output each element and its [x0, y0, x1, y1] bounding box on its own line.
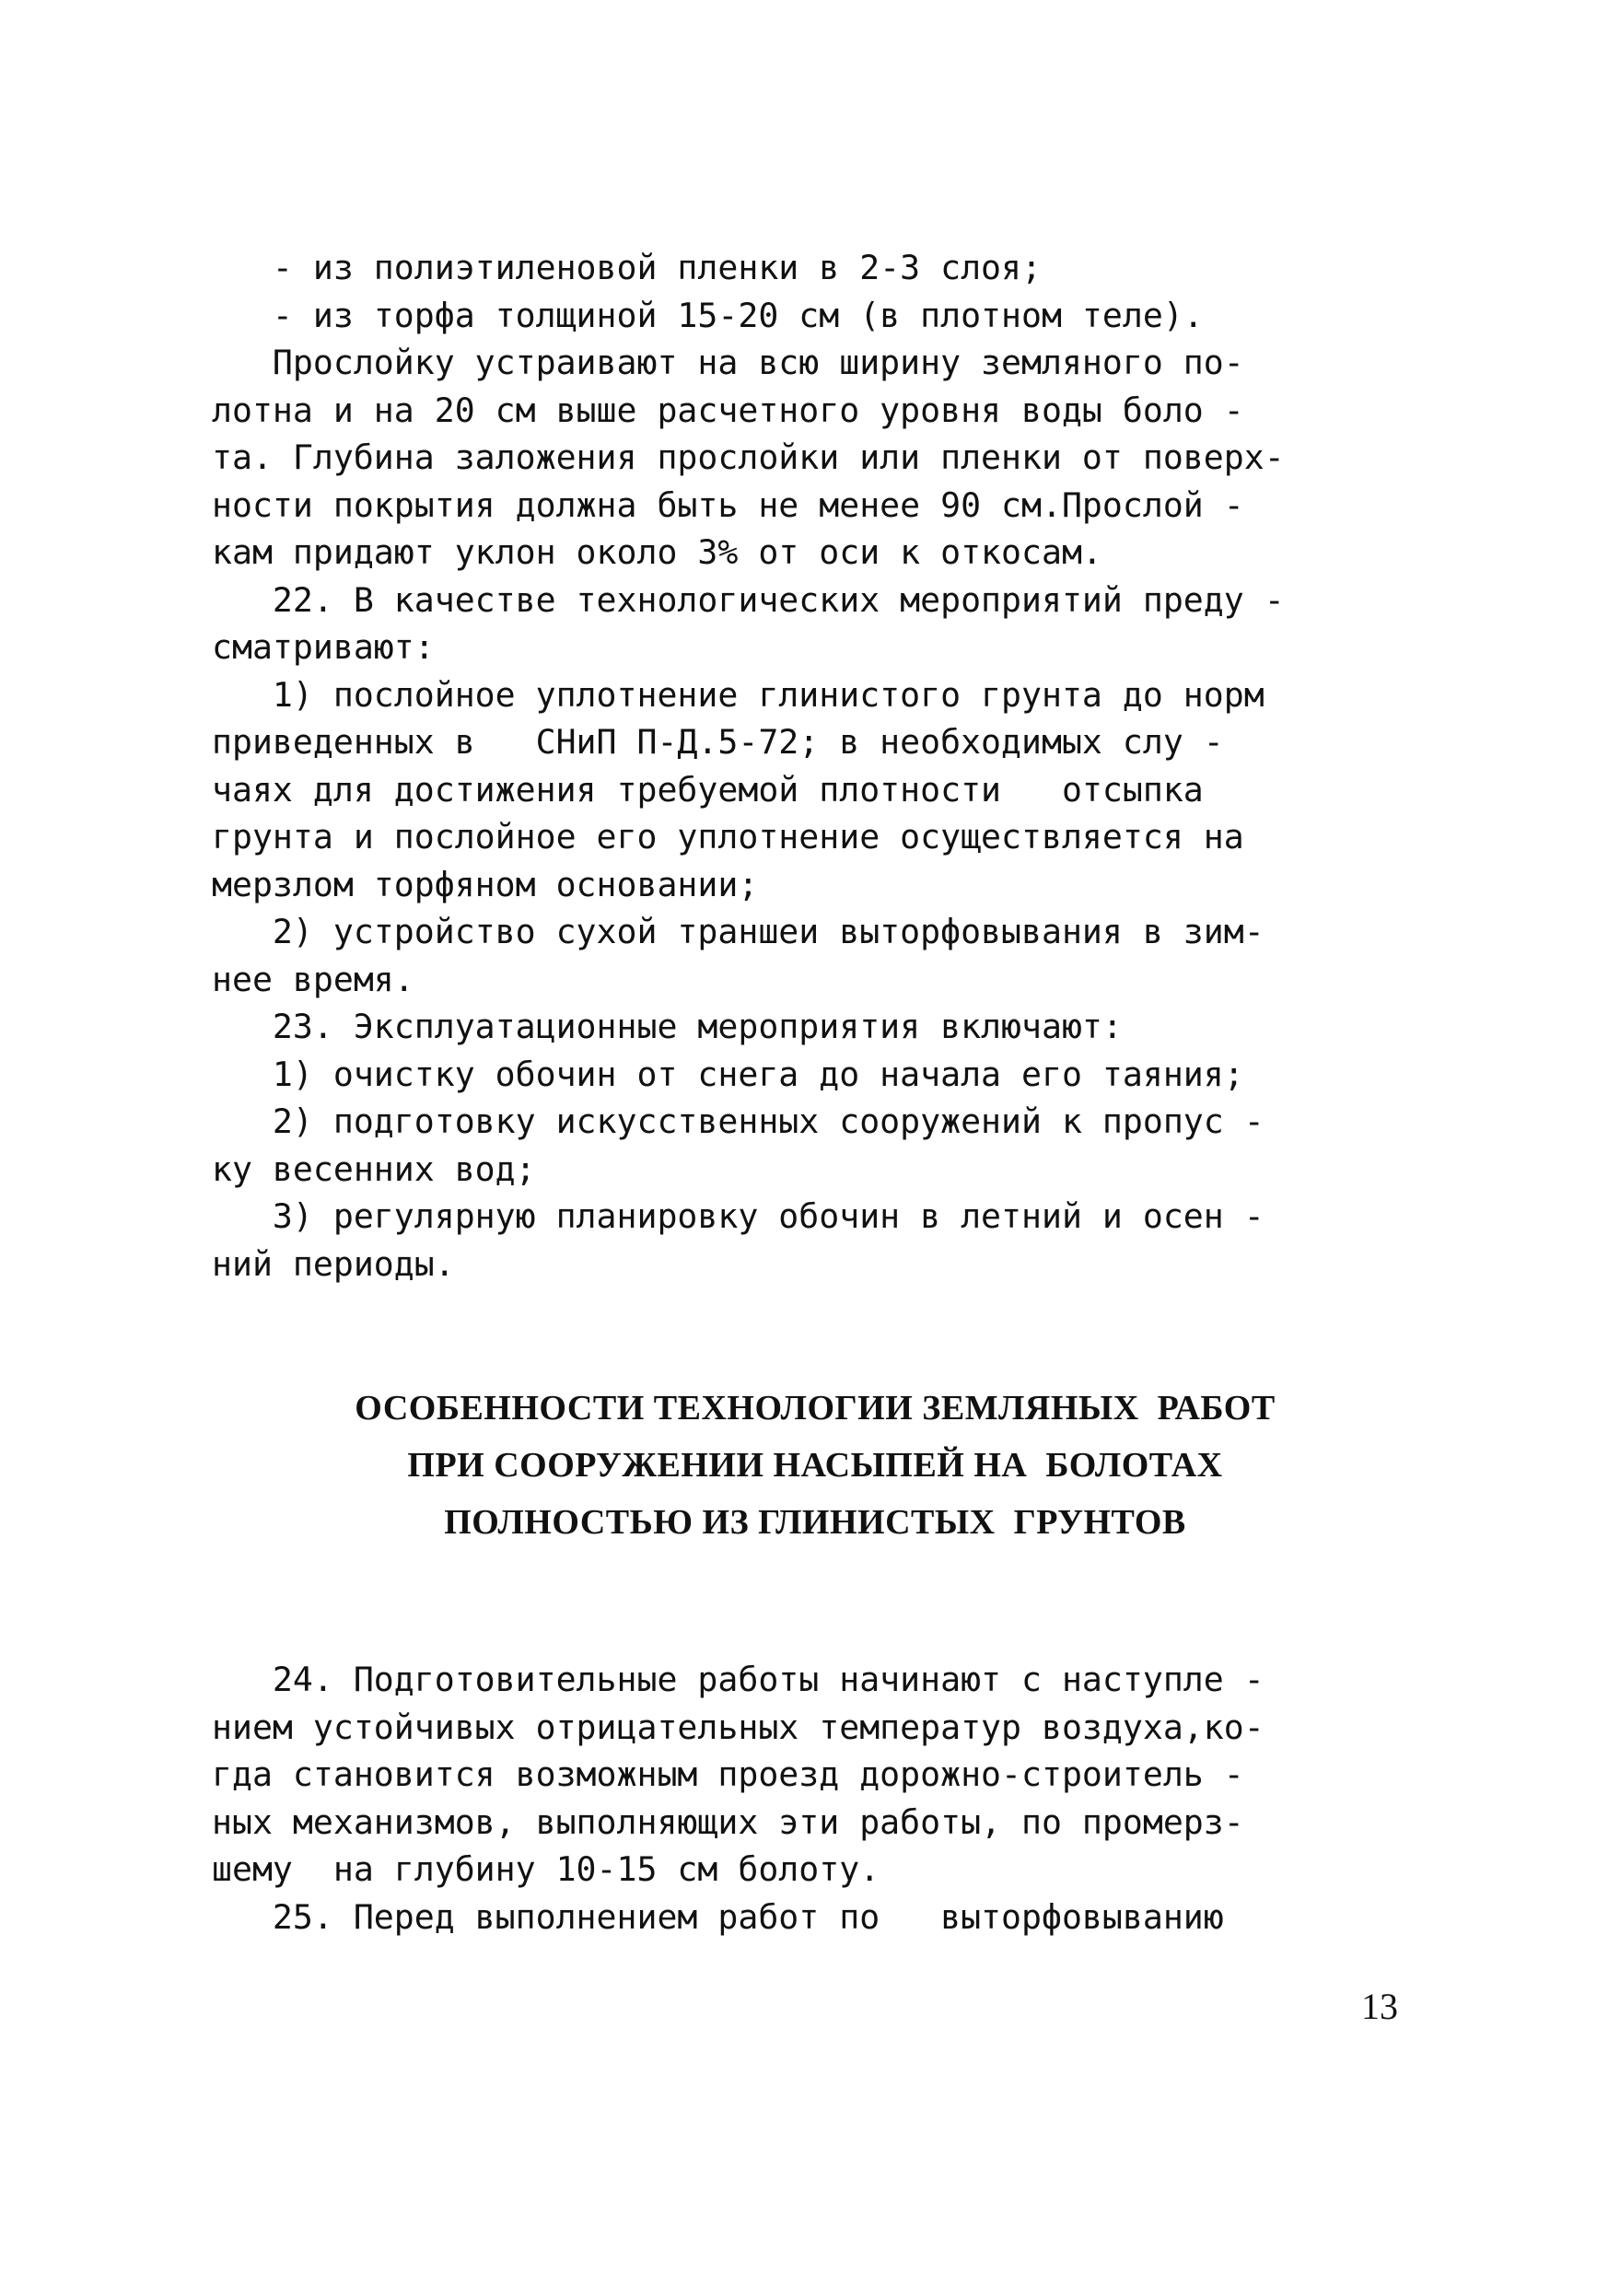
text-line: 2) устройство сухой траншеи выторфовывания в зим- [212, 912, 1265, 951]
text-line: приведенных в СНиП П-Д.5-72; в необходимых слу - [212, 722, 1224, 762]
text-line: 25. Перед выполнением работ по выторфовыванию [212, 1896, 1224, 1937]
text-line: мерзлом торфяном основании; [212, 864, 759, 904]
text-line: чаях для достижения требуемой плотности отсыпка [212, 769, 1204, 810]
text-line: кам придают уклон около 3% от оси к откосам. [212, 532, 1102, 572]
text-line: 24. Подготовительные работы начинают с наступле - [212, 1660, 1265, 1699]
text-line: 1) очистку обочин от снега до начала его таяния; [212, 1054, 1244, 1094]
text-line: грунта и послойное его уплотнение осуществляется на [212, 817, 1244, 857]
text-line: лотна и на 20 см выше расчетного уровня воды боло - [212, 390, 1244, 430]
heading-line: ПОЛНОСТЬЮ ИЗ ГЛИНИСТЫХ ГРУНТОВ [444, 1503, 1186, 1542]
text-line: ных механизмов, выполняющих эти работы, по промерз- [212, 1801, 1244, 1842]
text-line: 2) подготовку искусственных сооружений к пропус - [212, 1101, 1265, 1141]
text-line: 1) послойное уплотнение глинистого грунта до норм [212, 674, 1265, 715]
text-line: нее время. [212, 959, 414, 999]
text-line: гда становится возможным проезд дорожно-строитель - [212, 1754, 1244, 1794]
body-text-bottom [212, 1656, 1418, 1941]
text-line: сматривают: [212, 627, 435, 667]
text-line: 23. Эксплуатационные мероприятия включают: [212, 1007, 1123, 1046]
text-line: ний периоды. [212, 1243, 455, 1284]
page-number: 13 [1361, 1986, 1398, 2027]
text-line: ку весенних вод; [212, 1148, 536, 1189]
heading-line: ПРИ СООРУЖЕНИИ НАСЫПЕЙ НА БОЛОТАХ [407, 1446, 1223, 1485]
text-line: та. Глубина заложения прослойки или пленки от поверх- [212, 437, 1285, 477]
body-text-top [212, 244, 1418, 1288]
text-line: ности покрытия должна быть не менее 90 см.Прослой - [212, 484, 1244, 525]
text-line: 3) регулярную планировку обочин в летний и осен - [212, 1196, 1265, 1236]
heading-line: ОСОБЕННОСТИ ТЕХНОЛОГИИ ЗЕМЛЯНЫХ РАБОТ [355, 1389, 1276, 1428]
text-line: шему на глубину 10-15 см болоту. [212, 1849, 880, 1889]
text-line: - из полиэтиленовой пленки в 2-3 слоя; [212, 248, 1042, 287]
text-line: нием устойчивых отрицательных температур воздуха,ко- [212, 1707, 1265, 1747]
text-line: - из торфа толщиной 15-20 см (в плотном теле). [212, 295, 1204, 335]
section-heading [212, 1380, 1418, 1551]
text-line: Прослойку устраивают на всю ширину земляного по- [212, 343, 1244, 382]
text-line: 22. В качестве технологических мероприятий преду - [212, 579, 1285, 620]
